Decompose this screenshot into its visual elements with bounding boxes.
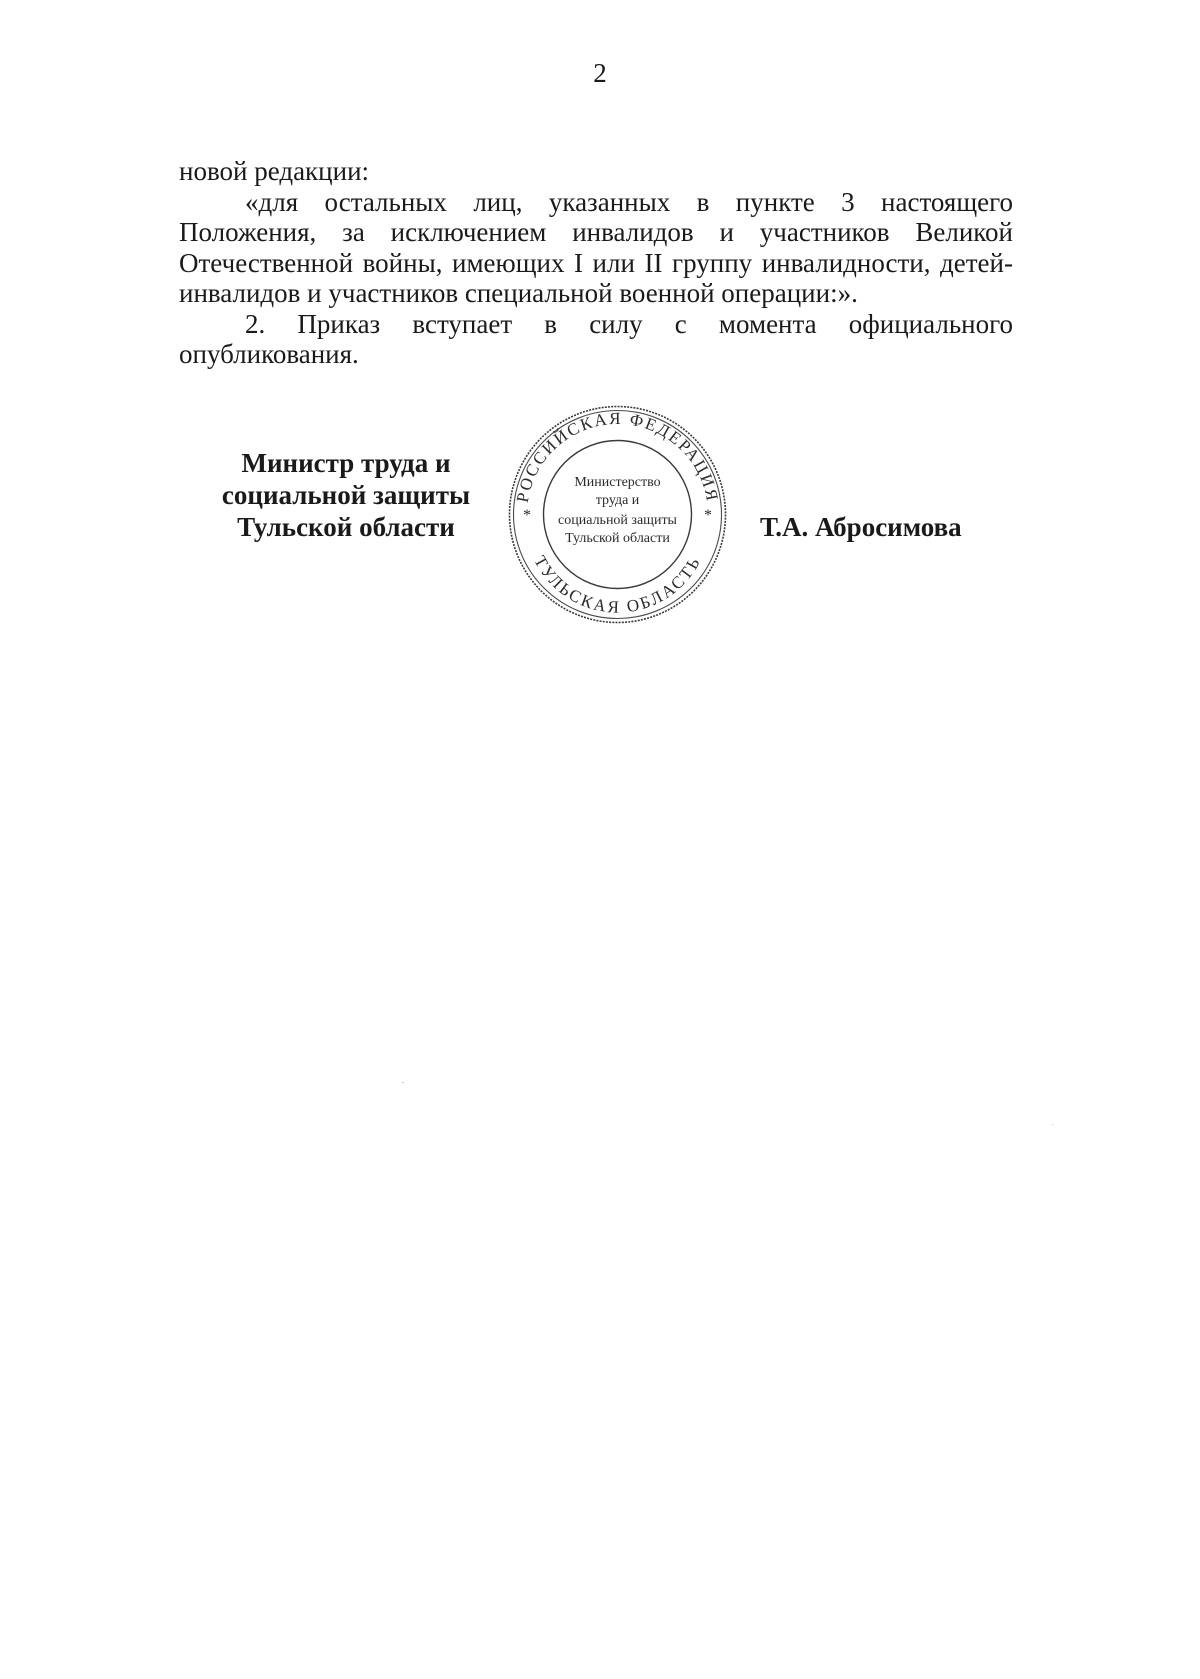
seal-bottom-arc-text: ТУЛЬСКАЯ ОБЛАСТЬ <box>530 552 705 617</box>
seal-center-line: Тульской области <box>565 531 670 546</box>
signatory-position-line: Тульской области <box>237 512 455 542</box>
signatory-position-line: социальной защиты <box>221 480 471 510</box>
seal-star-left: * <box>523 507 531 524</box>
paragraph-effective-date: 2. Приказ вступает в силу с момента официального опубликования. <box>179 308 1013 369</box>
seal-center-line: труда и <box>595 493 640 508</box>
seal-center-line: социальной защиты <box>558 513 677 528</box>
seal-center-line: Министерство <box>574 475 661 490</box>
seal-star-right: * <box>704 507 712 524</box>
document-body <box>179 156 1013 370</box>
signatory-name: Т.А. Абросимова <box>760 512 962 542</box>
page-number: 2 <box>593 58 607 88</box>
signatory-position <box>196 447 496 543</box>
scan-speck <box>402 1082 404 1083</box>
paragraph-quoted-amendment: «для остальных лиц, указанных в пункте 3 настоящего Положения, за исключением инвалидов и участников Великой Отечественной войны, имеющих I или II группу инвалидности, детей-инвалидов и участников специальной военной операции:». <box>179 186 1013 308</box>
signatory-position-line: Министр труда и <box>241 448 451 478</box>
official-seal <box>505 402 730 627</box>
seal-top-arc-text: РОССИЙСКАЯ ФЕДЕРАЦИЯ <box>512 408 723 504</box>
scan-speck <box>1052 1124 1053 1125</box>
paragraph-continuation: новой редакции: <box>179 156 370 186</box>
